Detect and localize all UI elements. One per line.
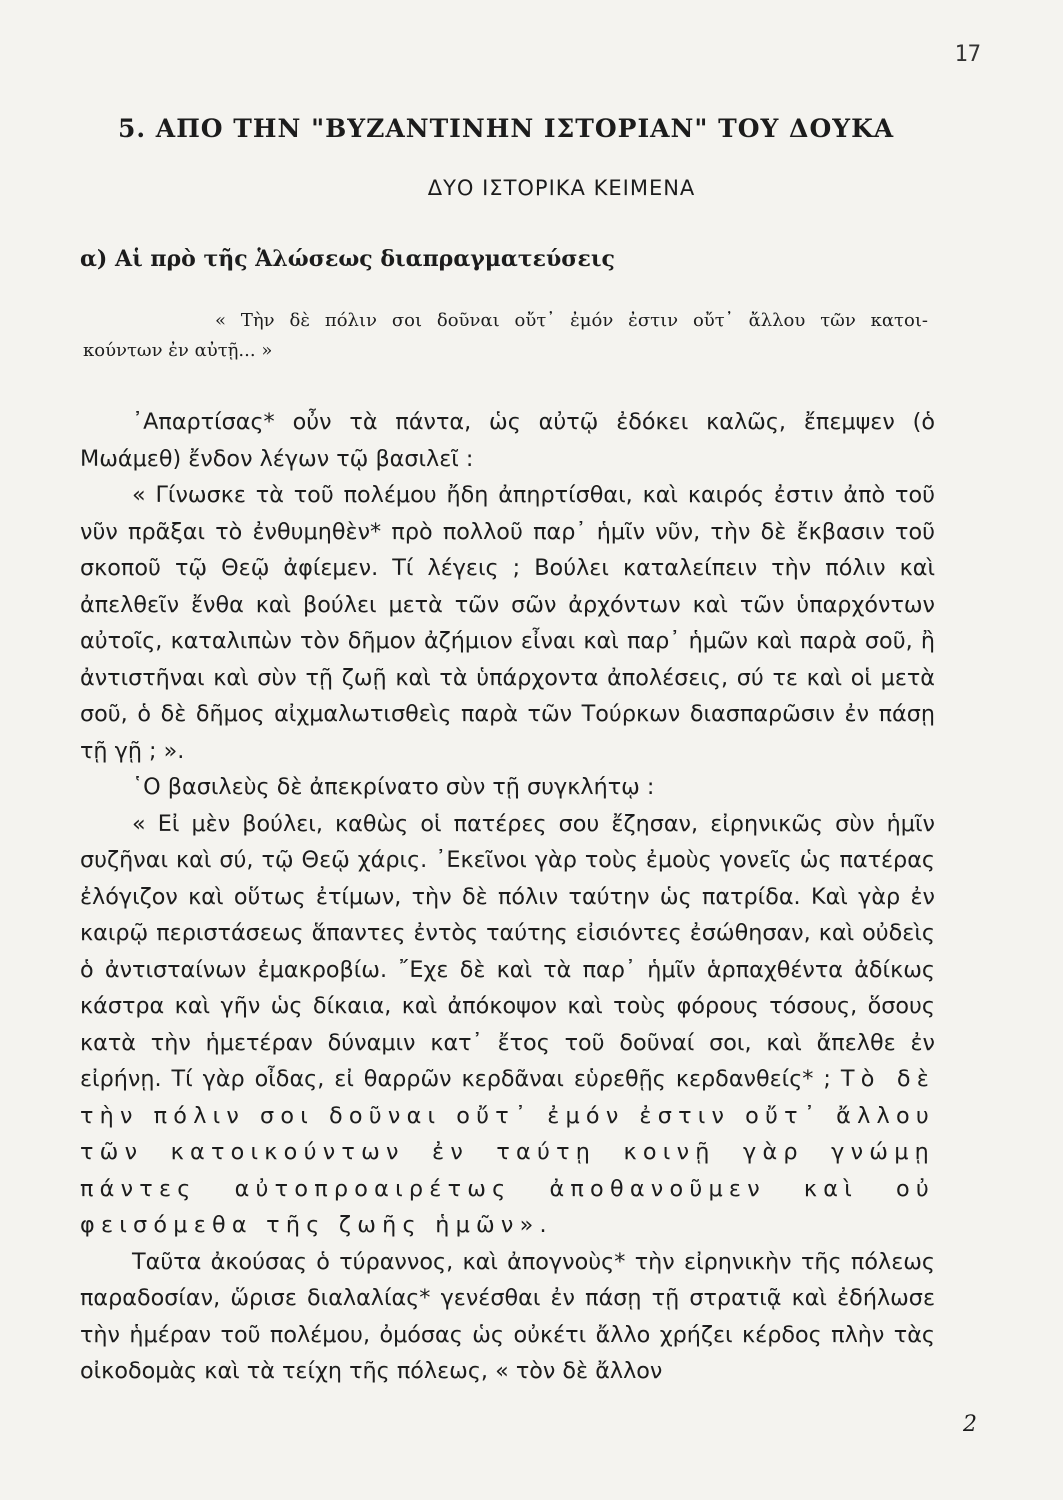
epigraph [83, 306, 928, 366]
subtitle: ΔΥΟ ΙΣΤΟΡΙΚΑ ΚΕΙΜΕΝΑ [427, 176, 696, 200]
body-text [80, 404, 935, 1390]
epigraph-line-1: « Τὴν δὲ πόλιν σοι δοῦναι οὔτ᾽ ἐμόν ἐστιν οὔτ᾽ ἄλλου τῶν κατοι- [215, 310, 928, 331]
paragraph-4-spaced-text: Τὸ δὲ τὴν πόλιν σοι δοῦναι οὔτ᾽ ἐμόν ἐστιν οὔτ᾽ ἄλλου τῶν κατοικούντων ἐν ταύτῃ κοινῇ γὰρ γνώμῃ πάντες αὐτοπροαιρέτως ἀποθανοῦμεν καὶ οὐ φεισόμεθα τῆς ζωῆς ἡμῶν». [80, 1066, 935, 1238]
paragraph-3: ῾Ο βασιλεὺς δὲ ἀπεκρίνατο σὺν τῇ συγκλήτῳ : [132, 774, 655, 800]
chapter-title: 5. ΑΠΟ ΤΗΝ "ΒΥΖΑΝΤΙΝΗΝ ΙΣΤΟΡΙΑΝ" ΤΟΥ ΔΟΥΚΑ [118, 114, 895, 143]
paragraph-5: Ταῦτα ἀκούσας ὁ τύραννος, καὶ ἀπογνοὺς* τὴν εἰρηνικὴν τῆς πόλεως παραδοσίαν, ὥρισε διαλαλίας* γενέσθαι ἐν πάσῃ τῇ στρατιᾷ καὶ ἐδήλωσε τὴν ἡμέραν τοῦ πολέμου, ὀμόσας ὡς οὐκέτι ἄλλο χρήζει κέρδος πλὴν τὰς οἰκοδομὰς καὶ τὰ τείχη τῆς πόλεως, « τὸν δὲ ἄλλον [80, 1248, 935, 1384]
paragraph-2: « Γίνωσκε τὰ τοῦ πολέμου ἤδη ἀπηρτίσθαι, καὶ καιρός ἐστιν ἀπὸ τοῦ νῦν πρᾶξαι τὸ ἐνθυμηθὲν* πρὸ πολλοῦ παρ᾽ ἡμῖν νῦν, τὴν δὲ ἔκβασιν τοῦ σκοποῦ τῷ Θεῷ ἀφίεμεν. Τί λέγεις ; Βούλει καταλείπειν τὴν πόλιν καὶ ἀπελθεῖν ἔνθα καὶ βούλει μετὰ τῶν σῶν ἀρχόντων καὶ τῶν ὑπαρχόντων αὐτοῖς, καταλιπὼν τὸν δῆμον ἀζήμιον εἶναι καὶ παρ᾽ ἡμῶν καὶ παρὰ σοῦ, ἢ ἀντιστῆναι καὶ σὺν τῇ ζωῇ καὶ τὰ ὑπάρχοντα ἀπολέσεις, σύ τε καὶ οἱ μετὰ σοῦ, ὁ δὲ δῆμος αἰχμαλωτισθεὶς παρὰ τῶν Τούρκων διασπαρῶσιν ἐν πάσῃ τῇ γῇ ; ». [80, 482, 935, 764]
page-number-top: 17 [954, 42, 981, 67]
paragraph-4 [80, 806, 935, 1244]
paragraph-1: ᾿Απαρτίσας* οὖν τὰ πάντα, ὡς αὐτῷ ἐδόκει καλῶς, ἔπεμψεν (ὁ Μωάμεθ) ἔνδον λέγων τῷ βασιλεῖ : [80, 409, 935, 472]
page-number-bottom: 2 [963, 1412, 977, 1437]
epigraph-line-2: κούντων ἐν αὐτῇ... » [83, 340, 273, 361]
section-heading: α) Αἱ πρὸ τῆς Ἁλώσεως διαπραγματεύσεις [80, 246, 615, 272]
paragraph-4-text: « Εἰ μὲν βούλει, καθὼς οἱ πατέρες σου ἔζησαν, εἰρηνικῶς σὺν ἡμῖν συζῆναι καὶ σύ, τῷ Θεῷ χάρις. ᾿Εκεῖνοι γὰρ τοὺς ἐμοὺς γονεῖς ὡς πατέρας ἐλόγιζον καὶ οὕτως ἐτίμων, τὴν δὲ πόλιν ταύτην ὡς πατρίδα. Καὶ γὰρ ἐν καιρῷ περιστάσεως ἅπαντες ἐντὸς ταύτης εἰσιόντες ἐσώθησαν, καὶ οὐδεὶς ὁ ἀντισταίνων ἐμακροβίω. ῎Εχε δὲ καὶ τὰ παρ᾽ ἡμῖν ἁρπαχθέντα ἀδίκως κάστρα καὶ γῆν ὡς δίκαια, καὶ ἀπόκοψον καὶ τοὺς φόρους τόσους, ὅσους κατὰ τὴν ἡμετέραν δύναμιν κατ᾽ ἔτος τοῦ δοῦναί σοι, καὶ ἄπελθε ἐν εἰρήνῃ. Τί γὰρ οἶδας, εἰ θαρρῶν κερδᾶναι εὑρεθῇς κερδανθείς* ; [80, 810, 935, 1092]
